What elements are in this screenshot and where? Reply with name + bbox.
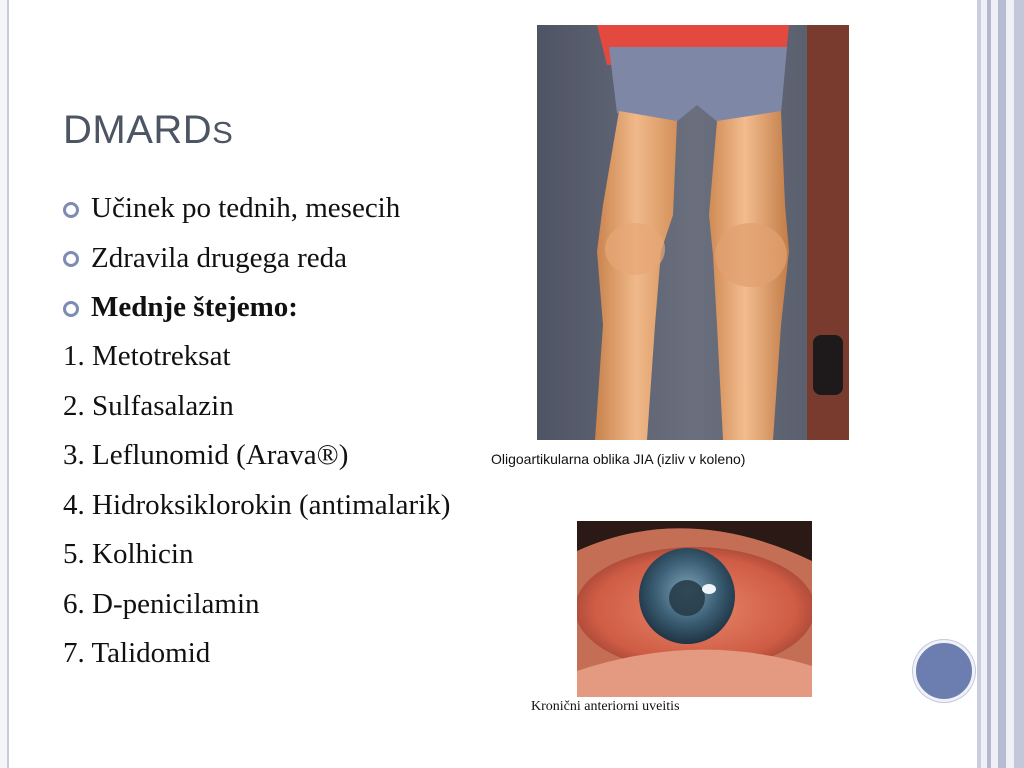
slide-title (63, 108, 233, 153)
drug-list-item: 1. Metotreksat (63, 340, 231, 373)
eye-photo-caption: Kronični anteriorni uveitis (531, 699, 680, 714)
drug-list-item: 5. Kolhicin (63, 538, 194, 571)
bullet-text: Mednje štejemo: (91, 291, 298, 324)
decorative-circle (913, 640, 975, 702)
bullet-circle-icon (63, 202, 79, 218)
bullet-list (63, 184, 400, 333)
drug-list-item: 2. Sulfasalazin (63, 389, 234, 422)
right-stripe-decoration (1014, 0, 1024, 768)
bullet-item (63, 283, 400, 333)
slide-title-main: DMARD (63, 108, 213, 152)
bullet-item (63, 234, 400, 284)
slide-title-suffix: S (212, 115, 234, 150)
drug-list-item: 3. Leflunomid (Arava®) (63, 439, 349, 472)
bullet-circle-icon (63, 301, 79, 317)
eye-photo (577, 521, 812, 697)
drug-list-item: 6. D-penicilamin (63, 587, 260, 620)
right-stripe-decoration (1006, 0, 1014, 768)
left-border-decoration (0, 0, 9, 768)
bullet-item (63, 184, 400, 234)
drug-list (63, 332, 450, 679)
legs-photo (537, 25, 849, 440)
drug-list-item: 7. Talidomid (63, 637, 211, 670)
right-stripe-decoration (998, 0, 1006, 768)
bullet-text: Učinek po tednih, mesecih (91, 192, 401, 225)
bullet-circle-icon (63, 251, 79, 267)
right-stripe-decoration (991, 0, 998, 768)
bullet-text: Zdravila drugega reda (91, 241, 348, 274)
drug-list-item: 4. Hidroksiklorokin (antimalarik) (63, 488, 451, 521)
legs-photo-caption: Oligoartikularna oblika JIA (izliv v koleno) (491, 451, 746, 467)
